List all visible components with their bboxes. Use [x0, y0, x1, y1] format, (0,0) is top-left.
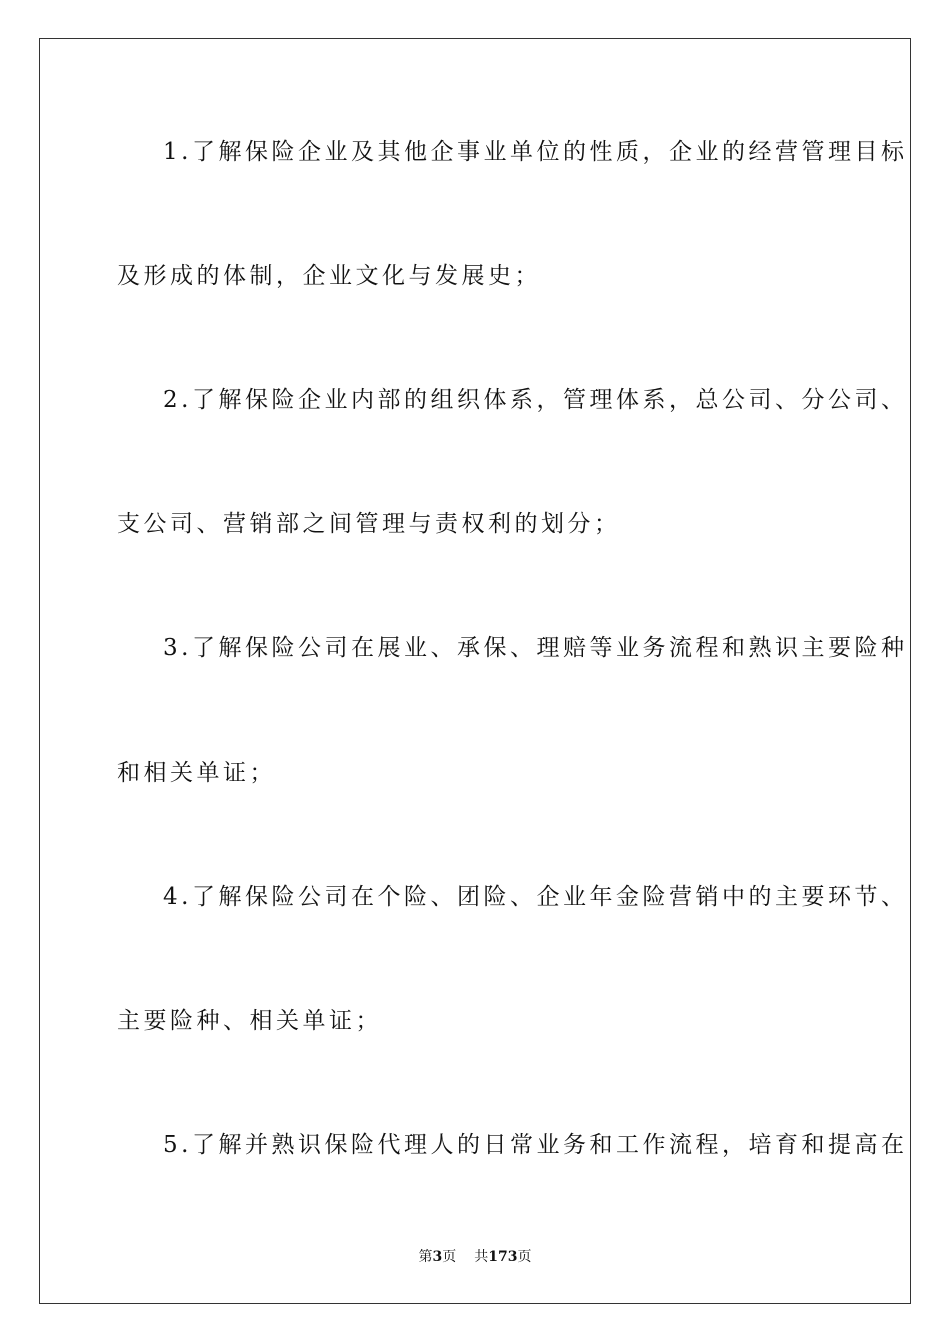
- footer-total-suffix: 页: [517, 1249, 532, 1265]
- footer-total-pages: 173: [488, 1249, 518, 1265]
- paragraph-3-line-2: 和相关单证；: [117, 760, 276, 786]
- footer-page-prefix: 第: [418, 1249, 433, 1265]
- page-footer: [0, 1248, 950, 1266]
- paragraph-4-line-1: 4.了解保险公司在个险、团险、企业年金险营销中的主要环节、: [163, 884, 908, 910]
- paragraph-2-line-2: 支公司、营销部之间管理与责权利的划分；: [117, 511, 621, 537]
- footer-page-number: 3: [432, 1249, 443, 1265]
- paragraph-4-line-2: 主要险种、相关单证；: [117, 1008, 382, 1034]
- paragraph-5-line-1: 5.了解并熟识保险代理人的日常业务和工作流程，培育和提高在: [163, 1132, 908, 1158]
- paragraph-3-line-1: 3.了解保险公司在展业、承保、理赔等业务流程和熟识主要险种: [163, 635, 908, 661]
- footer-page-suffix: 页: [442, 1249, 457, 1265]
- paragraph-1-line-2: 及形成的体制，企业文化与发展史；: [117, 263, 541, 289]
- footer-total-prefix: 共: [474, 1249, 489, 1265]
- page-border: [39, 38, 911, 1304]
- paragraph-1-line-1: 1.了解保险企业及其他企事业单位的性质，企业的经营管理目标: [163, 139, 908, 165]
- paragraph-2-line-1: 2.了解保险企业内部的组织体系，管理体系，总公司、分公司、: [163, 387, 908, 413]
